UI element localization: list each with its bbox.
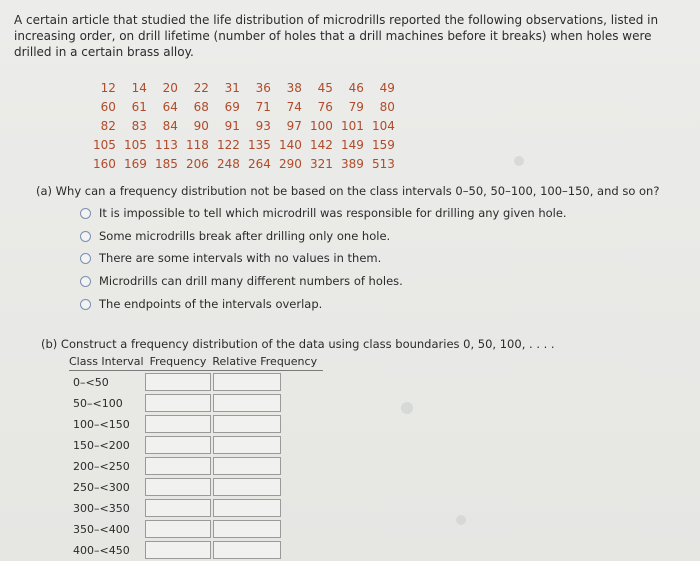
radio-button[interactable] bbox=[80, 253, 91, 264]
answer-option-label: Some microdrills break after drilling only one hole. bbox=[99, 229, 391, 243]
data-value: 169 bbox=[124, 156, 147, 171]
frequency-row bbox=[73, 436, 147, 454]
frequency-row bbox=[73, 415, 147, 433]
frequency-row bbox=[73, 457, 147, 475]
frequency-row bbox=[73, 499, 147, 517]
data-value: 149 bbox=[341, 137, 364, 152]
frequency-row bbox=[73, 478, 147, 496]
data-value: 60 bbox=[100, 99, 116, 114]
answer-option-label: The endpoints of the intervals overlap. bbox=[99, 297, 323, 311]
data-value: 79 bbox=[348, 99, 364, 114]
data-value: 71 bbox=[255, 99, 271, 114]
glare-mark bbox=[514, 156, 524, 166]
data-value: 69 bbox=[224, 99, 240, 114]
radio-button[interactable] bbox=[80, 231, 91, 242]
data-table bbox=[93, 78, 395, 173]
glare-mark bbox=[401, 402, 413, 414]
data-value: 49 bbox=[379, 80, 395, 95]
answer-option[interactable] bbox=[80, 296, 322, 312]
class-interval-label: 300–<350 bbox=[73, 501, 130, 515]
question-b: (b) Construct a frequency distribution of the data using class boundaries 0, 50, 100, . . . . bbox=[41, 337, 555, 351]
relative-frequency-input[interactable] bbox=[213, 541, 281, 559]
relative-frequency-input[interactable] bbox=[213, 520, 281, 538]
data-value: 64 bbox=[162, 99, 178, 114]
frequency-row bbox=[73, 373, 147, 391]
data-value: 38 bbox=[286, 80, 302, 95]
data-value: 159 bbox=[372, 137, 395, 152]
data-value: 80 bbox=[379, 99, 395, 114]
class-interval-label: 400–<450 bbox=[73, 543, 130, 557]
frequency-input[interactable] bbox=[145, 478, 211, 496]
data-row bbox=[93, 154, 395, 173]
data-value: 45 bbox=[317, 80, 333, 95]
frequency-row bbox=[73, 520, 147, 538]
data-value: 113 bbox=[155, 137, 178, 152]
data-value: 160 bbox=[93, 156, 116, 171]
data-row bbox=[93, 97, 395, 116]
data-value: 84 bbox=[162, 118, 178, 133]
frequency-input[interactable] bbox=[145, 373, 211, 391]
relative-frequency-input[interactable] bbox=[213, 394, 281, 412]
frequency-table-header bbox=[69, 355, 323, 371]
data-value: 46 bbox=[348, 80, 364, 95]
header-class-interval: Class Interval bbox=[69, 355, 144, 368]
data-value: 31 bbox=[224, 80, 240, 95]
frequency-input[interactable] bbox=[145, 520, 211, 538]
answer-option[interactable] bbox=[80, 228, 390, 244]
data-value: 83 bbox=[131, 118, 147, 133]
class-interval-label: 200–<250 bbox=[73, 459, 130, 473]
relative-frequency-input[interactable] bbox=[213, 373, 281, 391]
data-value: 135 bbox=[248, 137, 271, 152]
data-value: 36 bbox=[255, 80, 271, 95]
data-value: 12 bbox=[100, 80, 116, 95]
answer-option[interactable] bbox=[80, 250, 381, 266]
data-row bbox=[93, 78, 395, 97]
data-value: 290 bbox=[279, 156, 302, 171]
class-interval-label: 150–<200 bbox=[73, 438, 130, 452]
data-value: 97 bbox=[286, 118, 302, 133]
data-value: 264 bbox=[248, 156, 271, 171]
data-value: 513 bbox=[372, 156, 395, 171]
question-a: (a) Why can a frequency distribution not be based on the class intervals 0–50, 50–100, 100–150, and so on? bbox=[36, 184, 660, 198]
frequency-row bbox=[73, 394, 147, 412]
data-value: 68 bbox=[193, 99, 209, 114]
relative-frequency-input[interactable] bbox=[213, 478, 281, 496]
data-value: 20 bbox=[162, 80, 178, 95]
data-value: 90 bbox=[193, 118, 209, 133]
data-value: 105 bbox=[93, 137, 116, 152]
data-value: 118 bbox=[186, 137, 209, 152]
data-value: 14 bbox=[131, 80, 147, 95]
radio-button[interactable] bbox=[80, 276, 91, 287]
answer-option-label: There are some intervals with no values in them. bbox=[99, 251, 382, 265]
frequency-input[interactable] bbox=[145, 394, 211, 412]
data-row bbox=[93, 135, 395, 154]
data-value: 206 bbox=[186, 156, 209, 171]
data-value: 185 bbox=[155, 156, 178, 171]
header-relative-frequency: Relative Frequency bbox=[212, 355, 318, 368]
class-interval-label: 350–<400 bbox=[73, 522, 130, 536]
class-interval-label: 250–<300 bbox=[73, 480, 130, 494]
data-value: 104 bbox=[372, 118, 395, 133]
data-value: 91 bbox=[224, 118, 240, 133]
data-value: 105 bbox=[124, 137, 147, 152]
relative-frequency-input[interactable] bbox=[213, 436, 281, 454]
frequency-input[interactable] bbox=[145, 415, 211, 433]
answer-option-label: It is impossible to tell which microdrill was responsible for drilling any given hole. bbox=[99, 206, 567, 220]
data-value: 82 bbox=[100, 118, 116, 133]
relative-frequency-input[interactable] bbox=[213, 457, 281, 475]
data-value: 74 bbox=[286, 99, 302, 114]
data-value: 101 bbox=[341, 118, 364, 133]
data-value: 122 bbox=[217, 137, 240, 152]
frequency-input[interactable] bbox=[145, 499, 211, 517]
data-value: 142 bbox=[310, 137, 333, 152]
data-value: 248 bbox=[217, 156, 240, 171]
frequency-input[interactable] bbox=[145, 541, 211, 559]
data-value: 140 bbox=[279, 137, 302, 152]
class-interval-label: 50–<100 bbox=[73, 396, 123, 410]
frequency-input[interactable] bbox=[145, 436, 211, 454]
answer-option[interactable] bbox=[80, 273, 403, 289]
frequency-input[interactable] bbox=[145, 457, 211, 475]
data-value: 389 bbox=[341, 156, 364, 171]
data-value: 61 bbox=[131, 99, 147, 114]
answer-option-label: Microdrills can drill many different numbers of holes. bbox=[99, 274, 403, 288]
data-value: 76 bbox=[317, 99, 333, 114]
problem-intro: A certain article that studied the life distribution of microdrills reported the following observations, listed in increasing order, on drill lifetime (number of holes that a drill machines before it breaks) when holes were drilled in a certain brass alloy. bbox=[14, 13, 659, 59]
relative-frequency-input[interactable] bbox=[213, 415, 281, 433]
answer-option[interactable] bbox=[80, 205, 567, 221]
data-value: 93 bbox=[255, 118, 271, 133]
relative-frequency-input[interactable] bbox=[213, 499, 281, 517]
data-row bbox=[93, 116, 395, 135]
class-interval-label: 100–<150 bbox=[73, 417, 130, 431]
data-value: 100 bbox=[310, 118, 333, 133]
class-interval-label: 0–<50 bbox=[73, 375, 109, 389]
frequency-row bbox=[73, 541, 147, 559]
radio-button[interactable] bbox=[80, 299, 91, 310]
data-value: 321 bbox=[310, 156, 333, 171]
glare-mark bbox=[456, 515, 466, 525]
header-frequency: Frequency bbox=[149, 355, 207, 368]
data-value: 22 bbox=[193, 80, 209, 95]
radio-button[interactable] bbox=[80, 208, 91, 219]
